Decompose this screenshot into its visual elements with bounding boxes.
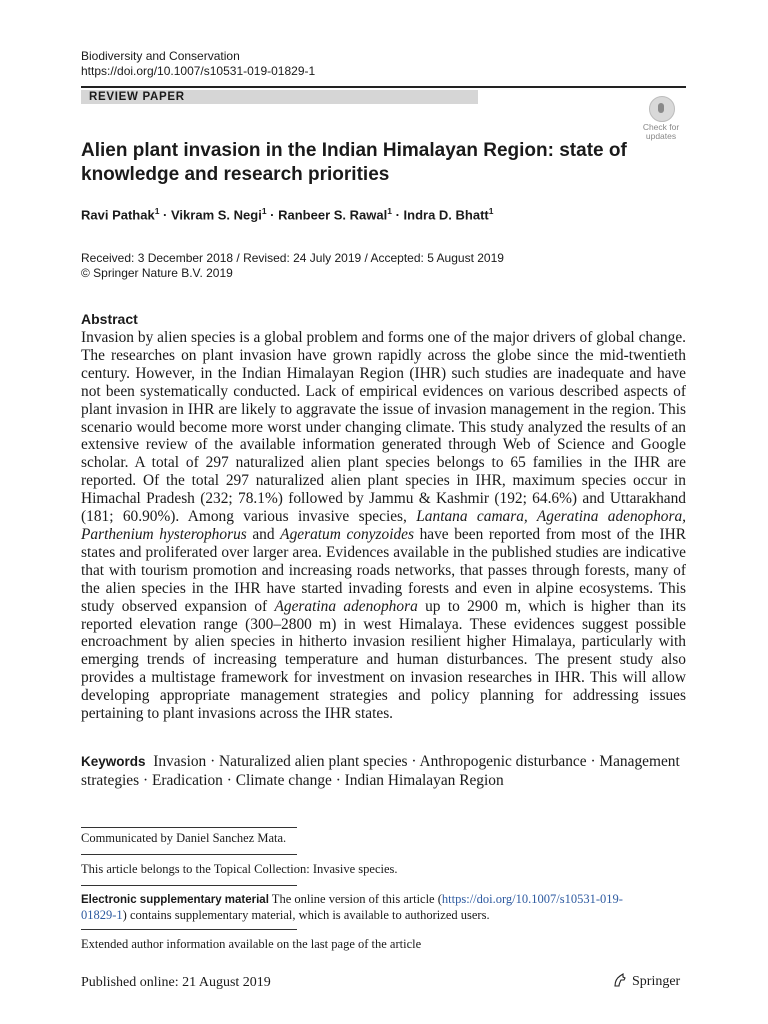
affiliation-marker: 1 [387,206,392,216]
badge-label: Check for updates [642,122,680,141]
esm-note [81,892,641,923]
collection-note: This article belongs to the Topical Collection: Invasive species. [81,862,398,876]
author-name[interactable]: Ravi Pathak [81,207,155,223]
esm-link[interactable]: https://doi.org/10.1007/s10531-019-01829-1 [81,892,623,922]
communicated-note: Communicated by Daniel Sanchez Mata. [81,831,287,845]
keywords-list: Invasion · Naturalized alien plant species · Anthropogenic disturbance · Management strategies · Eradication · Climate change · Indian Himalayan Region [81,753,680,789]
author-separator: · [266,207,279,223]
author-list [81,206,493,222]
copyright-line: © Springer Nature B.V. 2019 [81,266,233,280]
check-for-updates-badge[interactable] [636,96,686,142]
journal-name: Biodiversity and Conservation [81,49,240,63]
esm-label: Electronic supplementary material [81,894,269,906]
footnote-rule [81,854,297,855]
esm-text: ) contains supplementary material, which is available to authorized users. [122,908,490,922]
author-name[interactable]: Indra D. Bhatt [403,207,489,223]
abstract-text: have been reported from most of the IHR states and proliferated over larger area. Evidences available in the published studies are indicative that with tourism promotion and increasing roads networks, that passes through forests, many of the alien species in the IHR have started invading forests and even in alpine ecosystems. This study observed expansion of [81,525,687,615]
article-doi[interactable]: https://doi.org/10.1007/s10531-019-01829-1 [81,64,316,78]
extended-info-note: Extended author information available on the last page of the article [81,937,422,951]
header-rule [81,86,686,88]
author-name[interactable]: Ranbeer S. Rawal [278,207,388,223]
abstract-body [81,329,686,723]
keywords-block [81,753,686,790]
footnote-rule [81,885,297,886]
species-name: Ageratina adenophora [274,597,418,615]
affiliation-marker: 1 [154,206,160,216]
abstract-text: and [246,525,281,543]
author-separator: · [159,207,171,223]
publisher-name: Springer [632,974,681,989]
section-band [81,90,478,104]
springer-horse-icon [612,972,628,988]
esm-text: The online version of this article ( [268,892,442,906]
history-dates: Received: 3 December 2018 / Revised: 24 July 2019 / Accepted: 5 August 2019 [81,251,504,265]
affiliation-marker: 1 [488,206,494,216]
section-label: REVIEW PAPER [89,91,185,103]
keywords-heading: Keywords [81,754,146,769]
footnote-rule [81,827,297,828]
article-history [81,251,504,281]
abstract-text: Invasion by alien species is a global problem and forms one of the major drivers of global change. The researches on plant invasion have grown rapidly across the globe since the mid-twentieth century. However, in the Indian Himalayan Region (IHR) such studies are inadequate and have not been systematically conducted. Lack of empirical evidences on various described aspects of plant invasion in IHR are likely to aggravate the issue of invasion management in the region. This scenario would become more worst under changing climate. This study analyzed the results of an extensive review of the available information generated through Web of Science and Google scholar. A total of 297 naturalized alien plant species belongs to 65 families in the IHR are reported. Of the total 297 naturalized alien plant species in IHR, maximum species occur in Himachal Pradesh (232; 78.1%) followed by Jammu & Kashmir (192; 64.6%) and Uttarakhand (181; 60.90%). Among various invasive species, [81,329,686,526]
publisher-logo [612,972,680,990]
author-separator: · [391,207,404,223]
published-date: Published online: 21 August 2019 [81,975,271,990]
abstract-heading: Abstract [81,311,138,327]
abstract-text: up to 2900 m, which is higher than its reported elevation range (300–2800 m) in west Himalaya. These evidences suggest possible encroachment by alien species in hitherto invasion resilient higher Himalaya, particularly with emerging trends of increasing temperature and human disturbances. The present study also provides a multistage framework for investment on invasion researches in IHR. This will allow developing appropriate management strategies and policy planning for addressing issues pertaining to plant invasions across the IHR states. [81,597,686,723]
article-title: Alien plant invasion in the Indian Himalayan Region: state of knowledge and research priorities [81,140,627,185]
species-name: Ageratum conyzoides [280,525,414,543]
species-names: Lantana camara, Ageratina adenophora, Parthenium hysterophorus [81,508,686,543]
footnote-rule [81,929,297,930]
affiliation-marker: 1 [261,206,267,216]
journal-header [81,49,315,79]
bookmark-icon [649,96,675,122]
author-name[interactable]: Vikram S. Negi [171,207,262,223]
